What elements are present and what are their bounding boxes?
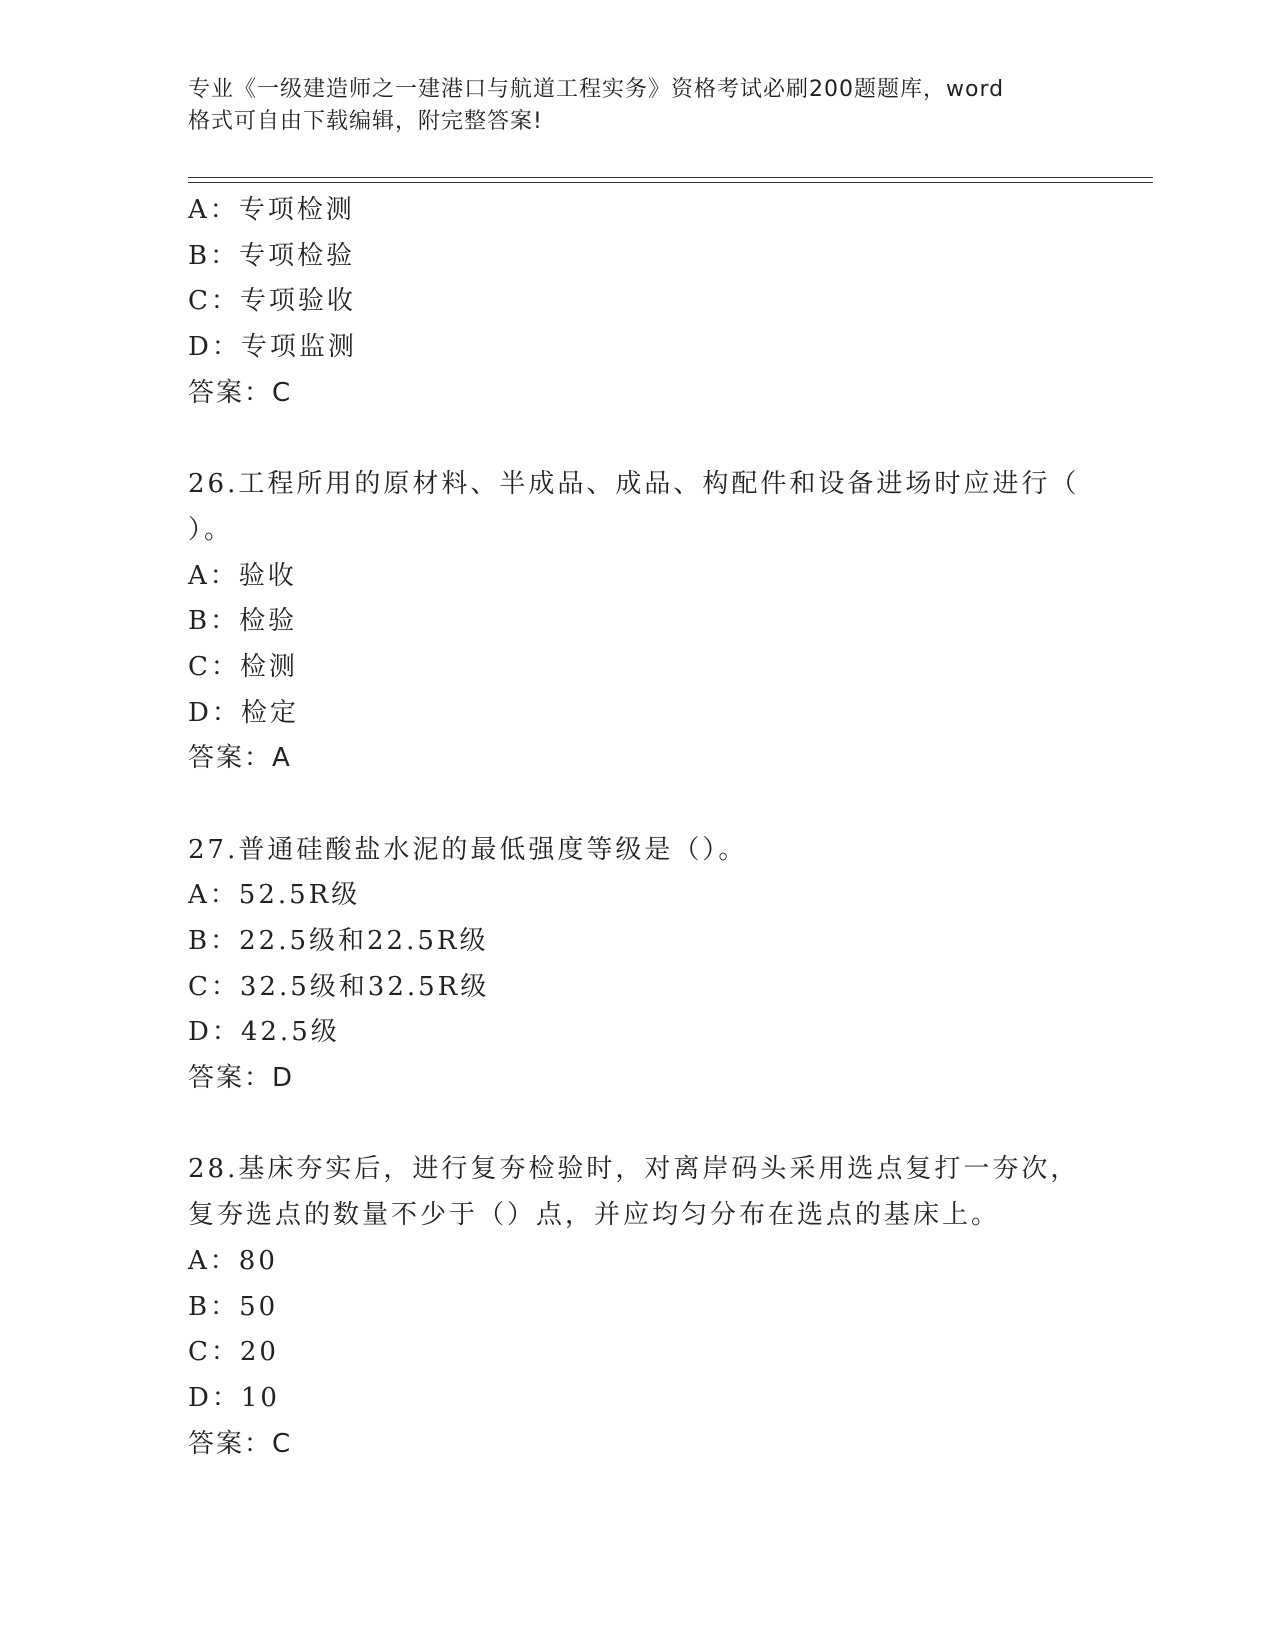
- header-title-line-1: 专业《一级建造师之一建港口与航道工程实务》资格考试必刷200题题库，word: [188, 77, 1005, 102]
- answer: 答案：D: [188, 1063, 295, 1094]
- question-28: [188, 1147, 1088, 1467]
- option-b: B：50: [188, 1291, 279, 1322]
- question-list: [188, 188, 1088, 1467]
- question-spacer: [188, 1102, 1088, 1148]
- option-b: B：检验: [188, 606, 298, 637]
- option-c: C：专项验收: [188, 286, 356, 317]
- question-spacer: [188, 782, 1088, 828]
- option-a: A：专项检测: [188, 195, 355, 225]
- question-stem: 28.基床夯实后，进行复夯检验时，对离岸码头采用选点复打一夯次，: [188, 1154, 1080, 1185]
- question-stem: 27.普通硅酸盐水泥的最低强度等级是（）。: [188, 834, 748, 865]
- option-d: D：42.5级: [188, 1017, 340, 1048]
- question-stem-continued: ）。: [188, 514, 234, 545]
- option-b: B：专项检验: [188, 240, 356, 271]
- answer: 答案：A: [188, 743, 292, 774]
- answer: 答案：C: [188, 377, 293, 408]
- option-d: D：检定: [188, 697, 299, 728]
- header-divider-top: [188, 177, 1153, 178]
- question-25-continued: [188, 188, 1088, 416]
- question-26: [188, 462, 1088, 782]
- header-title-line-2: 格式可自由下载编辑，附完整答案!: [188, 109, 543, 134]
- header-divider-bottom: [188, 182, 1153, 183]
- option-a: A：52.5R级: [188, 880, 361, 911]
- option-a: A：验收: [188, 560, 297, 591]
- option-c: C：32.5级和32.5R级: [188, 971, 490, 1002]
- question-stem-continued: 复夯选点的数量不少于（）点，并应均匀分布在选点的基床上。: [188, 1200, 1001, 1231]
- option-d: D：10: [188, 1382, 280, 1413]
- option-d: D：专项监测: [188, 332, 357, 363]
- option-c: C：检测: [188, 651, 298, 682]
- option-c: C：20: [188, 1337, 279, 1368]
- question-stem: 26.工程所用的原材料、半成品、成品、构配件和设备进场时应进行（: [188, 469, 1080, 500]
- option-a: A：80: [188, 1245, 278, 1276]
- question-27: [188, 828, 1088, 1102]
- document-header: [188, 74, 1088, 138]
- answer: 答案：C: [188, 1428, 293, 1459]
- question-spacer: [188, 416, 1088, 462]
- option-b: B：22.5级和22.5R级: [188, 926, 489, 956]
